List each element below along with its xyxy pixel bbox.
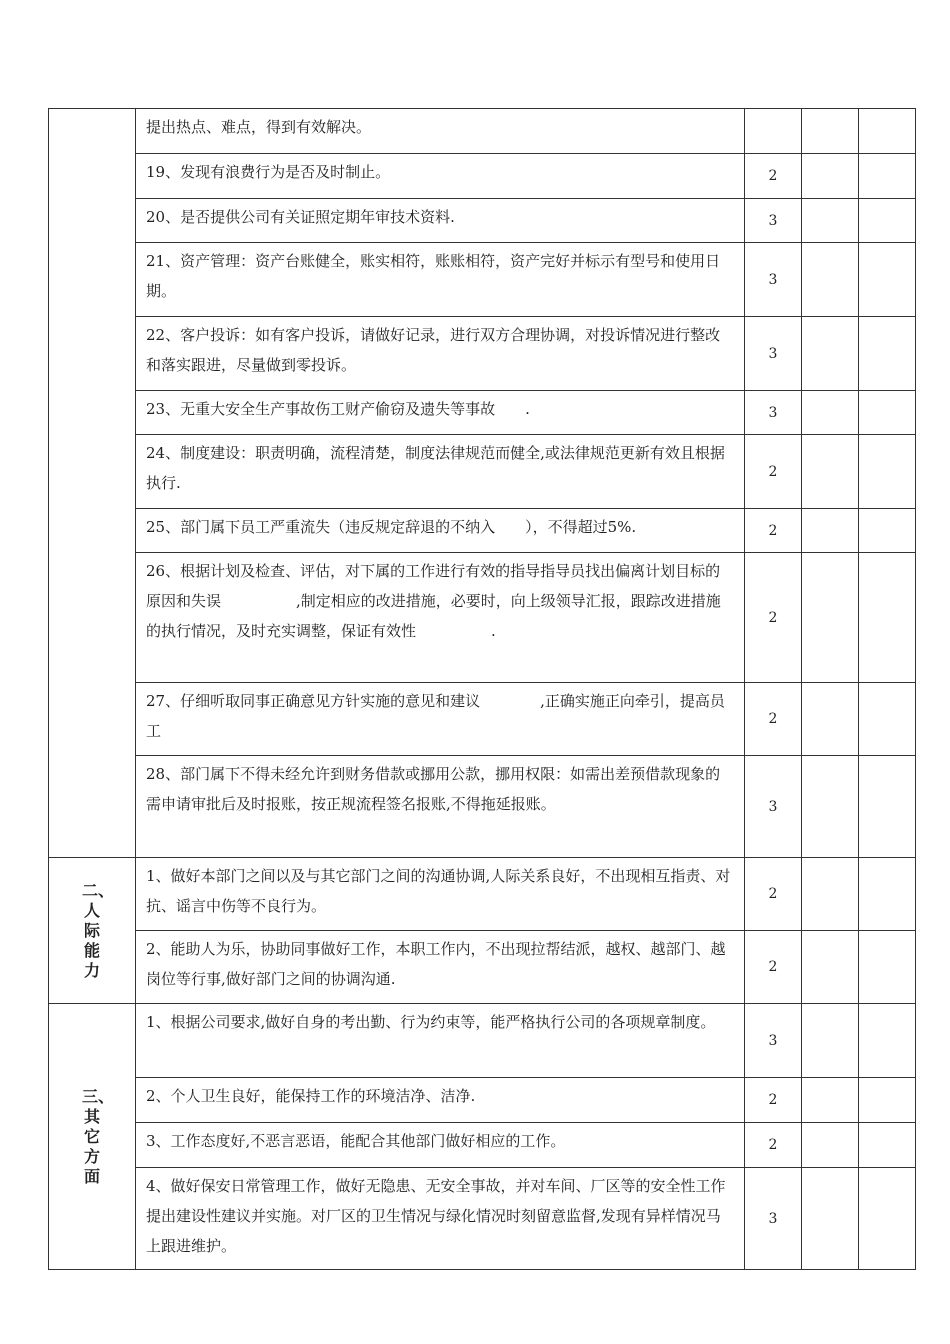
score-cell: 3	[745, 243, 802, 317]
item-text: 提出热点、难点，得到有效解决。	[136, 109, 745, 154]
blank-score-cell[interactable]	[859, 317, 916, 391]
item-text: 1、做好本部门之间以及与其它部门之间的沟通协调,人际关系良好，不出现相互指责、对抗、谣言中伤等不良行为。	[136, 858, 745, 931]
blank-score-cell[interactable]	[802, 1004, 859, 1078]
item-text: 3、工作态度好,不恶言恶语，能配合其他部门做好相应的工作。	[136, 1123, 745, 1168]
table-row	[49, 931, 916, 1004]
score-cell: 3	[745, 756, 802, 858]
blank-score-cell[interactable]	[859, 1004, 916, 1078]
item-text: 27、仔细听取同事正确意见方针实施的意见和建议 ,正确实施正向牵引，提高员工	[136, 683, 745, 756]
table-row	[49, 509, 916, 553]
score-cell: 3	[745, 1004, 802, 1078]
blank-score-cell[interactable]	[802, 683, 859, 756]
score-cell	[745, 109, 802, 154]
item-text: 24、制度建设：职责明确，流程清楚，制度法律规范而健全,或法律规范更新有效且根据执行.	[136, 435, 745, 509]
table-row	[49, 1004, 916, 1078]
blank-score-cell[interactable]	[802, 1123, 859, 1168]
blank-score-cell[interactable]	[859, 1168, 916, 1270]
table-row	[49, 243, 916, 317]
score-cell: 2	[745, 858, 802, 931]
blank-score-cell[interactable]	[859, 154, 916, 199]
table-row	[49, 154, 916, 199]
score-cell: 2	[745, 553, 802, 683]
score-cell: 3	[745, 199, 802, 243]
table-row	[49, 858, 916, 931]
blank-score-cell[interactable]	[859, 509, 916, 553]
item-text: 1、根据公司要求,做好自身的考出勤、行为约束等，能严格执行公司的各项规章制度。	[136, 1004, 745, 1078]
blank-score-cell[interactable]	[802, 858, 859, 931]
blank-score-cell[interactable]	[859, 931, 916, 1004]
score-cell: 2	[745, 683, 802, 756]
score-cell: 2	[745, 154, 802, 199]
blank-score-cell[interactable]	[802, 756, 859, 858]
category-cell	[49, 858, 136, 1004]
score-cell: 2	[745, 435, 802, 509]
table-row	[49, 317, 916, 391]
item-text: 25、部门属下员工严重流失（违反规定辞退的不纳入 ），不得超过5%.	[136, 509, 745, 553]
score-cell: 2	[745, 931, 802, 1004]
blank-score-cell[interactable]	[802, 199, 859, 243]
category-cell-blank	[49, 109, 136, 858]
table-row	[49, 553, 916, 683]
item-text: 4、做好保安日常管理工作，做好无隐患、无安全事故，并对车间、厂区等的安全性工作提出建设性建议并实施。对厂区的卫生情况与绿化情况时刻留意监督,发现有异样情况马上跟进维护。	[136, 1168, 745, 1270]
item-text: 23、无重大安全生产事故伤工财产偷窃及遗失等事故 .	[136, 391, 745, 435]
table-row	[49, 756, 916, 858]
category-cell	[49, 1004, 136, 1270]
blank-score-cell[interactable]	[859, 1123, 916, 1168]
table-row	[49, 435, 916, 509]
blank-score-cell[interactable]	[859, 553, 916, 683]
blank-score-cell[interactable]	[859, 391, 916, 435]
item-text: 2、能助人为乐，协助同事做好工作，本职工作内，不出现拉帮结派，越权、越部门、越岗位等行事,做好部门之间的协调沟通.	[136, 931, 745, 1004]
blank-score-cell[interactable]	[859, 1078, 916, 1123]
category-label: 二、人际能力	[82, 880, 115, 980]
item-text: 26、根据计划及检查、评估，对下属的工作进行有效的指导指导员找出偏离计划目标的原因和失误 ,制定相应的改进措施，必要时，向上级领导汇报，跟踪改进措施的执行情况，及时充实调整，保证有效性 .	[136, 553, 745, 683]
evaluation-table	[48, 108, 916, 1270]
table-row	[49, 1168, 916, 1270]
blank-score-cell[interactable]	[802, 553, 859, 683]
blank-score-cell[interactable]	[859, 199, 916, 243]
blank-score-cell[interactable]	[802, 317, 859, 391]
score-cell: 2	[745, 1078, 802, 1123]
blank-score-cell[interactable]	[802, 109, 859, 154]
blank-score-cell[interactable]	[859, 243, 916, 317]
blank-score-cell[interactable]	[802, 1168, 859, 1270]
item-text: 19、发现有浪费行为是否及时制止。	[136, 154, 745, 199]
table-row	[49, 1078, 916, 1123]
blank-score-cell[interactable]	[859, 435, 916, 509]
table-row	[49, 391, 916, 435]
item-text: 22、客户投诉：如有客户投诉，请做好记录，进行双方合理协调，对投诉情况进行整改和落实跟进，尽量做到零投诉。	[136, 317, 745, 391]
score-cell: 3	[745, 391, 802, 435]
item-text: 2、个人卫生良好，能保持工作的环境洁净、洁净.	[136, 1078, 745, 1123]
table-row	[49, 1123, 916, 1168]
item-text: 20、是否提供公司有关证照定期年审技术资料.	[136, 199, 745, 243]
blank-score-cell[interactable]	[859, 858, 916, 931]
score-cell: 3	[745, 317, 802, 391]
blank-score-cell[interactable]	[802, 509, 859, 553]
blank-score-cell[interactable]	[802, 243, 859, 317]
table-row	[49, 109, 916, 154]
item-text: 21、资产管理：资产台账健全，账实相符，账账相符，资产完好并标示有型号和使用日期。	[136, 243, 745, 317]
item-text: 28、部门属下不得未经允许到财务借款或挪用公款，挪用权限：如需出差预借款现象的需申请审批后及时报账，按正规流程签名报账,不得拖延报账。	[136, 756, 745, 858]
table-row	[49, 683, 916, 756]
blank-score-cell[interactable]	[859, 109, 916, 154]
score-cell: 2	[745, 509, 802, 553]
blank-score-cell[interactable]	[802, 1078, 859, 1123]
blank-score-cell[interactable]	[802, 154, 859, 199]
score-cell: 3	[745, 1168, 802, 1270]
blank-score-cell[interactable]	[802, 391, 859, 435]
table-row	[49, 199, 916, 243]
blank-score-cell[interactable]	[859, 756, 916, 858]
category-label: 三、其它方面	[82, 1086, 115, 1186]
blank-score-cell[interactable]	[802, 931, 859, 1004]
blank-score-cell[interactable]	[802, 435, 859, 509]
score-cell: 2	[745, 1123, 802, 1168]
blank-score-cell[interactable]	[859, 683, 916, 756]
